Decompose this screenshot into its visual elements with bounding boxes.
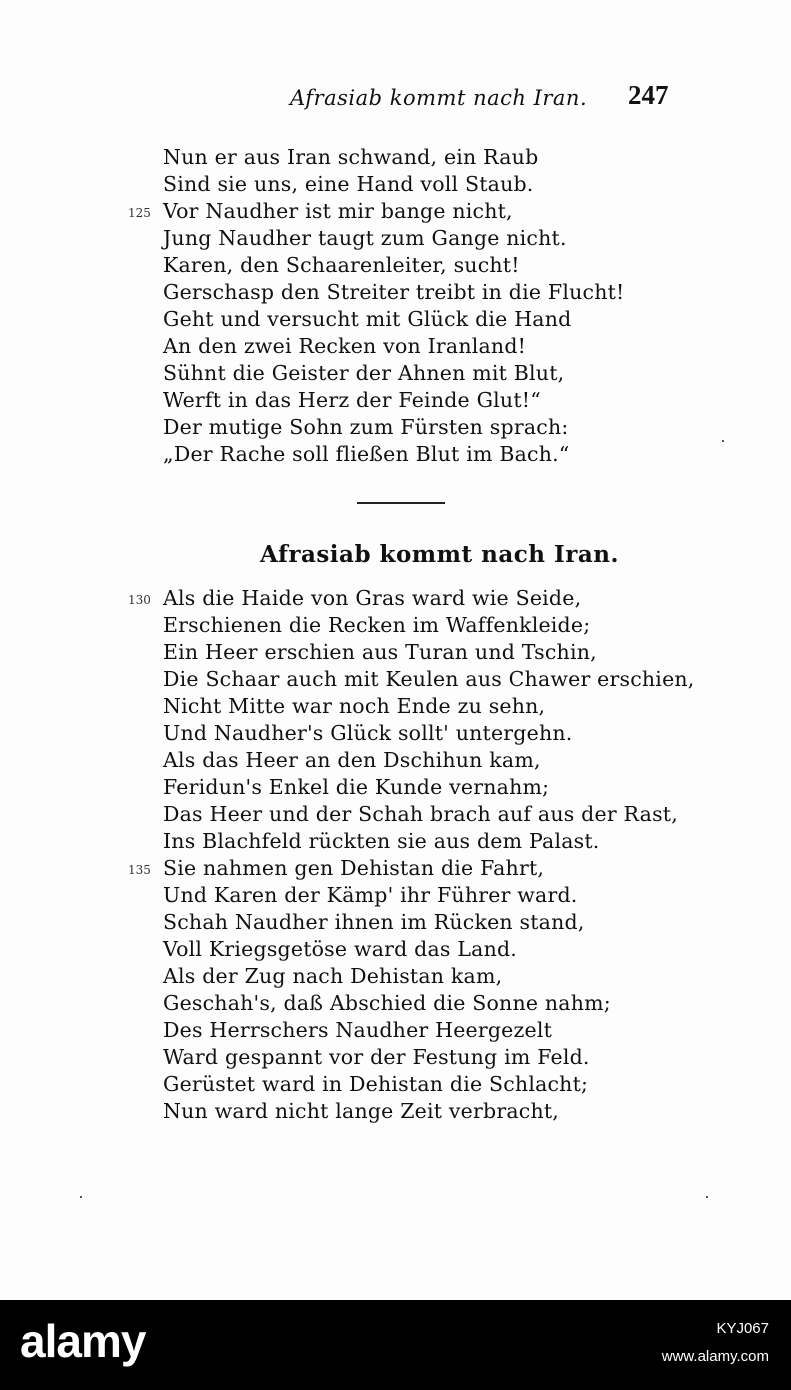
verse-line: Der mutige Sohn zum Fürsten sprach: (163, 415, 569, 439)
verse-line: Und Karen der Kämp' ihr Führer ward. (163, 883, 578, 907)
section-heading: Afrasiab kommt nach Iran. (260, 541, 619, 568)
section-divider (357, 502, 445, 504)
verse-line: Gerschasp den Streiter treibt in die Flucht! (163, 280, 625, 304)
verse-line: Als das Heer an den Dschihun kam, (163, 748, 541, 772)
verse-line: Nun er aus Iran schwand, ein Raub (163, 145, 539, 169)
verse-line: „Der Rache soll fließen Blut im Bach.“ (163, 442, 570, 466)
watermark-banner (0, 1300, 791, 1390)
verse-line: Ein Heer erschien aus Turan und Tschin, (163, 640, 597, 664)
verse-line: Als der Zug nach Dehistan kam, (163, 964, 503, 988)
line-number: 135 (128, 863, 151, 877)
verse-line: Vor Naudher ist mir bange nicht, (163, 199, 513, 223)
verse-line: Nicht Mitte war noch Ende zu sehn, (163, 694, 546, 718)
watermark-url: www.alamy.com (661, 1348, 769, 1365)
image-id: KYJ067 (716, 1320, 769, 1337)
line-number: 130 (128, 593, 151, 607)
verse-line: Das Heer und der Schah brach auf aus der Rast, (163, 802, 678, 826)
verse-line: Gerüstet ward in Dehistan die Schlacht; (163, 1072, 589, 1096)
verse-line: Sühnt die Geister der Ahnen mit Blut, (163, 361, 565, 385)
verse-line: Sind sie uns, eine Hand voll Staub. (163, 172, 534, 196)
line-number: 125 (128, 206, 151, 220)
verse-line: Sie nahmen gen Dehistan die Fahrt, (163, 856, 545, 880)
verse-line: Erschienen die Recken im Waffenkleide; (163, 613, 591, 637)
verse-line: Die Schaar auch mit Keulen aus Chawer erschien, (163, 667, 695, 691)
page-number: 247 (628, 80, 669, 110)
running-title: Afrasiab kommt nach Iran. (290, 86, 588, 110)
verse-line: Werft in das Herz der Feinde Glut!“ (163, 388, 541, 412)
verse-line: Als die Haide von Gras ward wie Seide, (163, 586, 582, 610)
verse-line: Voll Kriegsgetöse ward das Land. (163, 937, 518, 961)
verse-line: Karen, den Schaarenleiter, sucht! (163, 253, 520, 277)
verse-line: Jung Naudher taugt zum Gange nicht. (163, 226, 567, 250)
verse-line: Geschah's, daß Abschied die Sonne nahm; (163, 991, 611, 1015)
alamy-logo: alamy (20, 1315, 146, 1367)
verse-line: An den zwei Recken von Iranland! (163, 334, 527, 358)
verse-line: Ward gespannt vor der Festung im Feld. (163, 1045, 590, 1069)
verse-line: Nun ward nicht lange Zeit verbracht, (163, 1099, 559, 1123)
verse-line: Des Herrschers Naudher Heergezelt (163, 1018, 553, 1042)
scan-speck (722, 440, 724, 442)
verse-line: Feridun's Enkel die Kunde vernahm; (163, 775, 550, 799)
verse-line: Geht und versucht mit Glück die Hand (163, 307, 572, 331)
verse-line: Schah Naudher ihnen im Rücken stand, (163, 910, 585, 934)
scan-speck (706, 1196, 708, 1198)
verse-line: Und Naudher's Glück sollt' untergehn. (163, 721, 573, 745)
verse-line: Ins Blachfeld rückten sie aus dem Palast. (163, 829, 600, 853)
scan-speck (80, 1196, 82, 1198)
